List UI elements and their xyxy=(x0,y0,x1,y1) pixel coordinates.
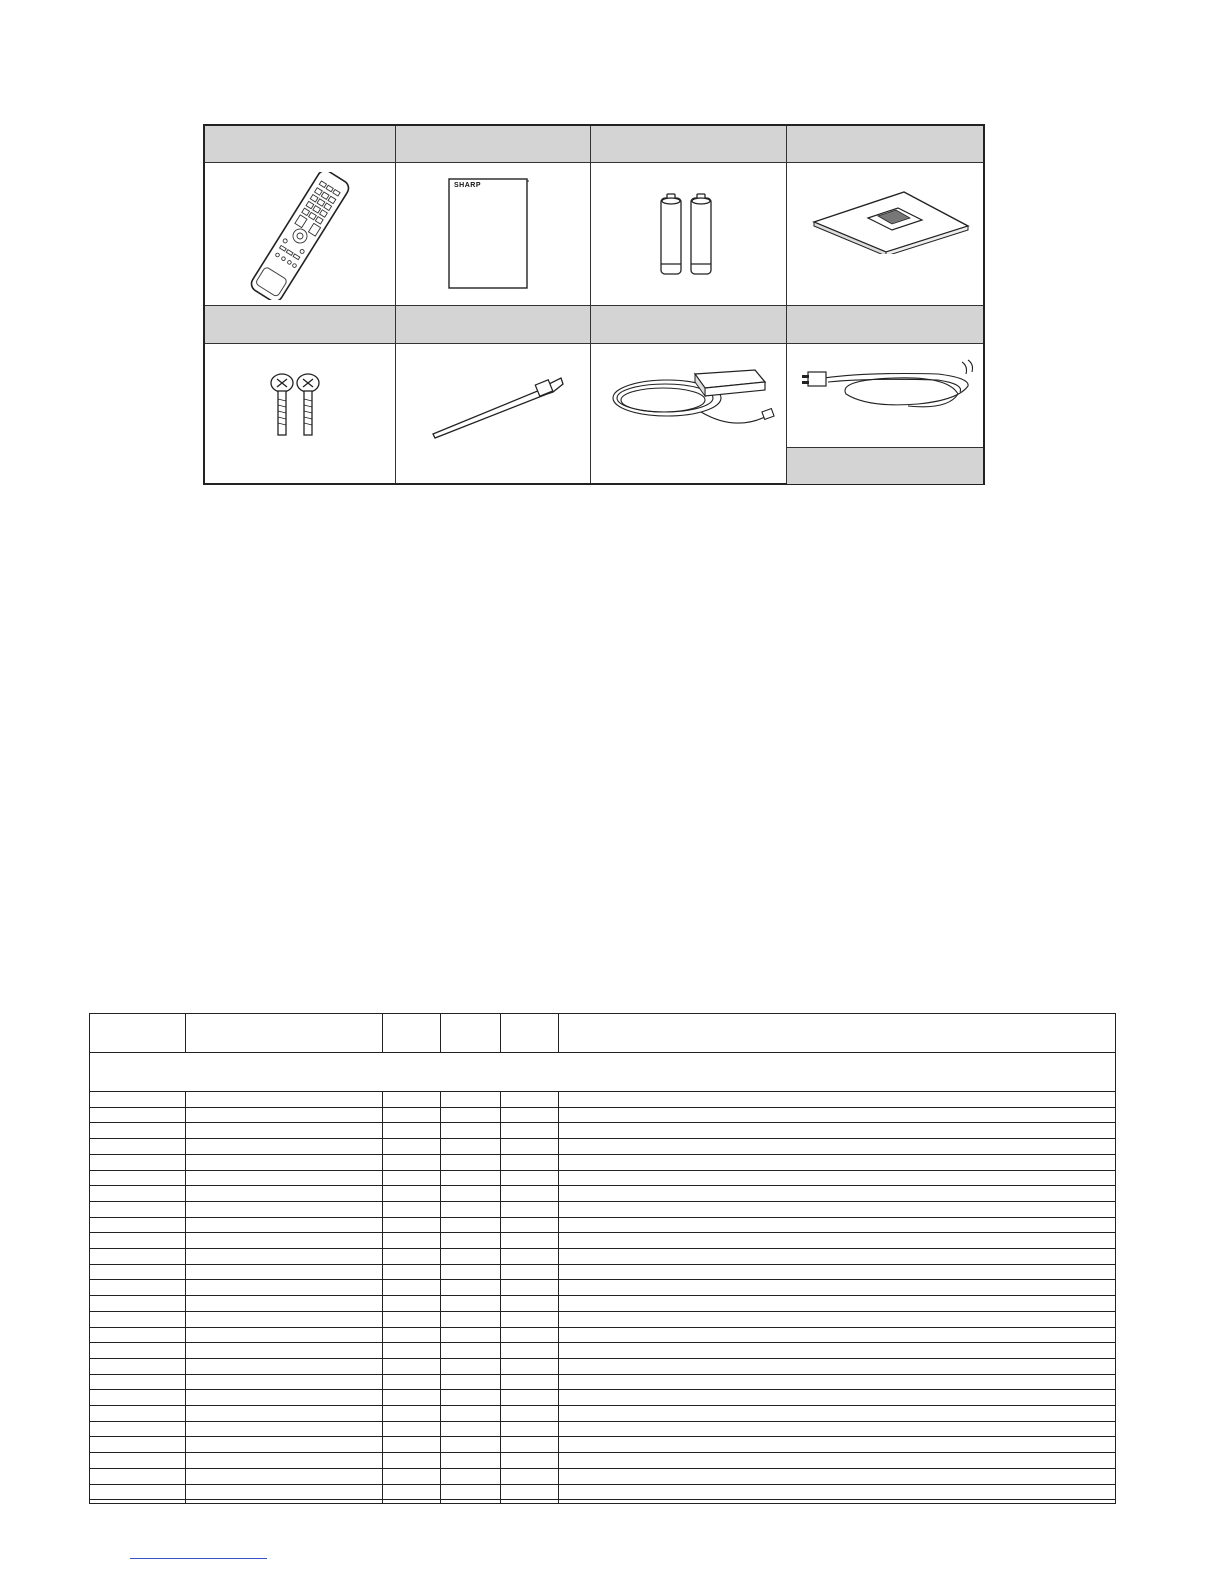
table-row xyxy=(90,1122,1115,1123)
table-row xyxy=(90,1421,1115,1422)
brand-logo: SHARP xyxy=(454,182,482,189)
table-row xyxy=(90,1295,1115,1296)
accessories-header-row-1 xyxy=(205,126,983,163)
manual-booklet-icon xyxy=(448,178,530,290)
ac-adapter-icon xyxy=(605,358,775,442)
table-row xyxy=(90,1484,1115,1485)
column-divider xyxy=(590,126,591,483)
table-row xyxy=(90,1468,1115,1469)
column-header-4 xyxy=(441,1014,500,1052)
table-row xyxy=(90,1264,1115,1265)
section-heading-row xyxy=(90,1053,1115,1091)
remote-control-icon xyxy=(235,172,365,300)
column-divider xyxy=(786,126,787,483)
screws-icon xyxy=(260,369,340,441)
column-header-1 xyxy=(90,1014,185,1052)
table-row xyxy=(90,1107,1115,1108)
table-row xyxy=(90,1436,1115,1437)
accessories-table xyxy=(203,124,985,485)
table-row xyxy=(90,1185,1115,1186)
table-row xyxy=(90,1170,1115,1171)
table-row xyxy=(90,1311,1115,1312)
power-cord-icon xyxy=(798,350,976,426)
table-row xyxy=(90,1232,1115,1233)
column-header-2 xyxy=(186,1014,382,1052)
batteries-icon xyxy=(655,192,717,276)
table-row xyxy=(90,1217,1115,1218)
table-row xyxy=(90,1327,1115,1328)
table-row xyxy=(90,1342,1115,1343)
table-row xyxy=(90,1358,1115,1359)
table-row xyxy=(90,1279,1115,1280)
table-row xyxy=(90,1248,1115,1249)
column-header-3 xyxy=(383,1014,440,1052)
parts-list-table xyxy=(89,1013,1116,1504)
table-row xyxy=(90,1389,1115,1390)
cable-tie-icon xyxy=(427,374,565,440)
table-row xyxy=(90,1091,1115,1092)
column-header-6 xyxy=(559,1014,1115,1052)
table-row xyxy=(90,1405,1115,1406)
table-row xyxy=(90,1374,1115,1375)
column-header-5 xyxy=(501,1014,558,1052)
table-row xyxy=(90,1499,1115,1500)
accessories-header-row-2 xyxy=(205,305,983,344)
column-divider xyxy=(395,126,396,483)
footer-link-underline xyxy=(130,1558,267,1559)
accessory-extra-header xyxy=(787,447,983,484)
table-row xyxy=(90,1138,1115,1139)
table-row xyxy=(90,1154,1115,1155)
table-row xyxy=(90,1201,1115,1202)
stand-base-icon xyxy=(810,188,970,254)
table-row xyxy=(90,1452,1115,1453)
